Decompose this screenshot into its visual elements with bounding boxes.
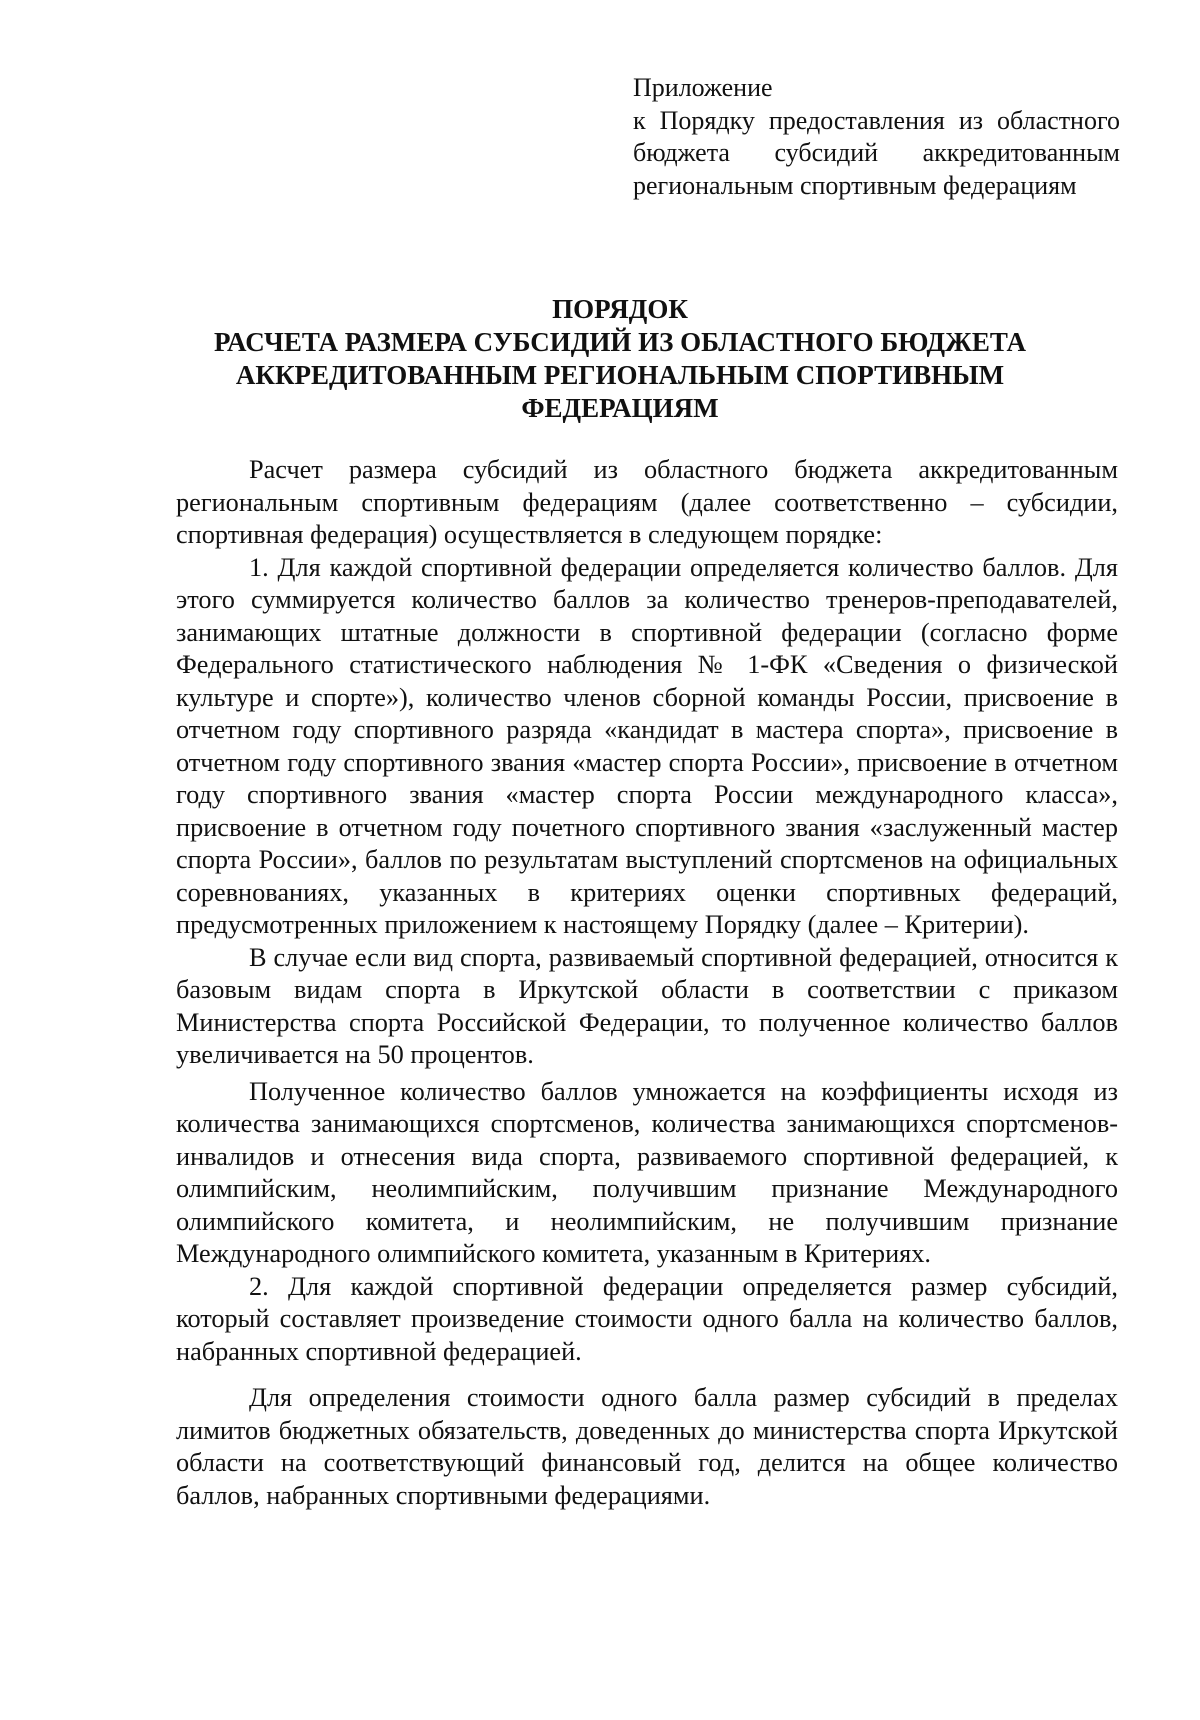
title-line-3: АККРЕДИТОВАННЫМ РЕГИОНАЛЬНЫМ СПОРТИВНЫМ <box>235 360 1005 390</box>
paragraph-base-sports: В случае если вид спорта, развиваемый спортивной федерацией, относится к базовым видам спорта в Иркутской области в соответствии с приказом Министерства спорта Российской Федерации, то полученное количество баллов увеличивается на 50 процентов. <box>176 942 1118 1069</box>
annex-text: к Порядку предоставления из областного бюджета субсидий аккредитованным региональным спортивным федерациям <box>633 105 1120 200</box>
annex-label: Приложение <box>633 73 773 102</box>
paragraph-intro: Расчет размера субсидий из областного бюджета аккредитованным региональным спортивным федерациям (далее соответственно – субсидии, спортивная федерация) осуществляется в следующем порядке: <box>176 455 1118 549</box>
paragraph-item-2: 2. Для каждой спортивной федерации определяется размер субсидий, который составляет произведение стоимости одного балла на количество баллов, набранных спортивной федерацией. <box>176 1271 1118 1366</box>
annex-header <box>633 72 1120 202</box>
title-line-2: РАСЧЕТА РАЗМЕРА СУБСИДИЙ ИЗ ОБЛАСТНОГО БЮДЖЕТА <box>214 327 1026 357</box>
paragraph-coefficients: Полученное количество баллов умножается на коэффициенты исходя из количества занимающихся спортсменов, количества занимающихся спортсменов-инвалидов и отнесения вида спорта, развиваемого спортивной федерацией, к олимпийским, неолимпийским, получившим признание Международного олимпийского комитета, и неолимпийским, не получившим признание Международного олимпийского комитета, указанным в Критериях. <box>176 1076 1118 1268</box>
title-line-4: ФЕДЕРАЦИЯМ <box>521 393 719 423</box>
paragraph-item-1: 1. Для каждой спортивной федерации определяется количество баллов. Для этого суммируется количество баллов за количество тренеров-преподавателей, занимающих штатные должности в спортивной федерации (согласно форме Федерального статистического наблюдения № 1-ФК «Сведения о физической культуре и спорте»), количество членов сборной команды России, присвоение в отчетном году спортивного разряда «кандидат в мастера спорта», присвоение в отчетном году спортивного звания «мастер спорта России», присвоение в отчетном году спортивного звания «мастер спорта России международного класса», присвоение в отчетном году почетного спортивного звания «заслуженный мастер спорта России», баллов по результатам выступлений спортсменов на официальных соревнованиях, указанных в критериях оценки спортивных федераций, предусмотренных приложением к настоящему Порядку (далее – Критерии). <box>176 552 1118 939</box>
title-line-1: ПОРЯДОК <box>552 294 688 324</box>
document-body <box>176 454 1118 1512</box>
document-title <box>120 293 1120 425</box>
paragraph-point-cost: Для определения стоимости одного балла размер субсидий в пределах лимитов бюджетных обязательств, доведенных до министерства спорта Иркутской области на соответствующий финансовый год, делится на общее количество баллов, набранных спортивными федерациями. <box>176 1383 1118 1510</box>
